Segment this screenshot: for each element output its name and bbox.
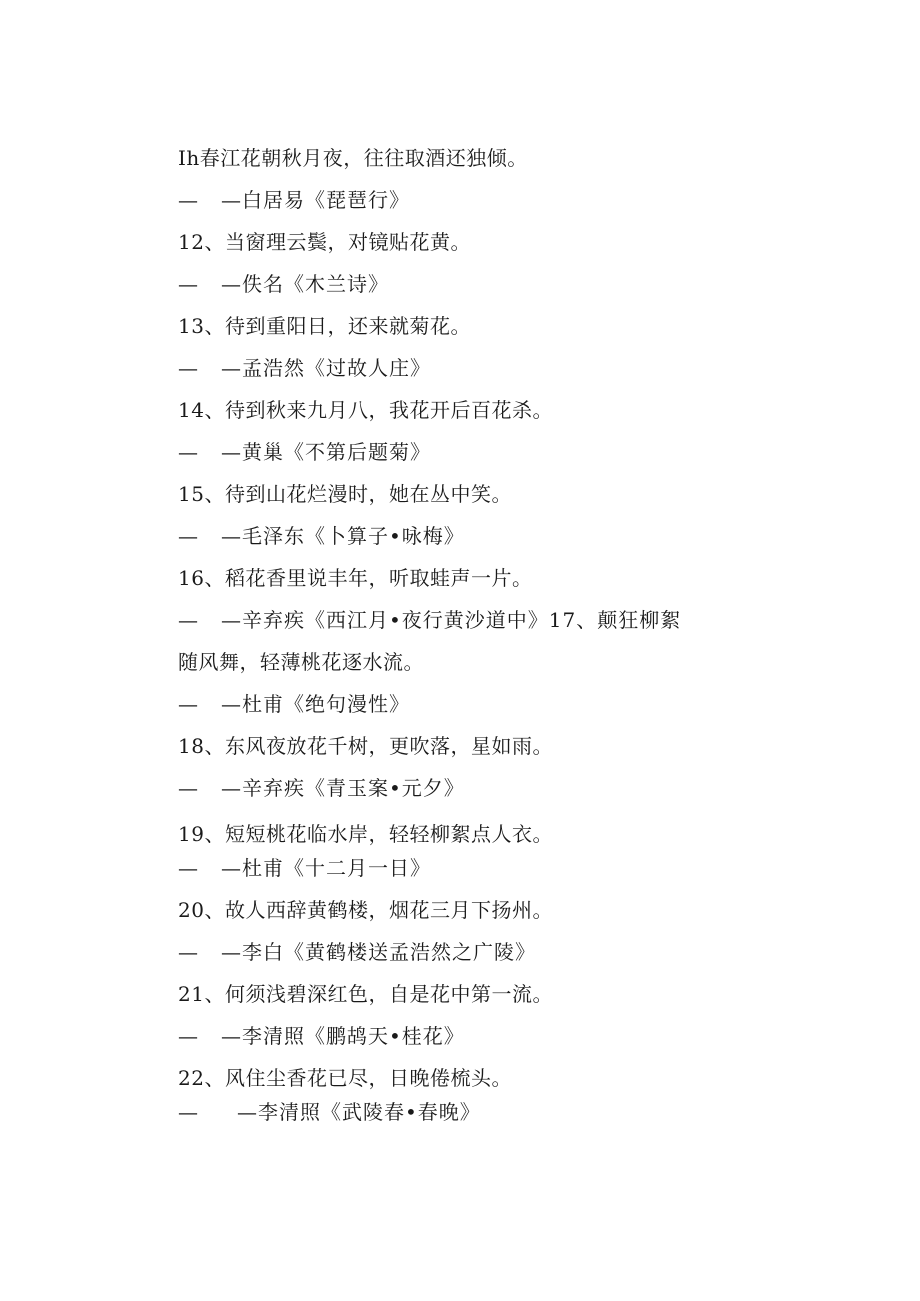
attribution-line xyxy=(178,776,465,800)
attribution-line xyxy=(178,856,431,880)
attribution-line xyxy=(178,272,389,296)
dash: — xyxy=(178,440,199,464)
verse-line: 12、当窗理云鬓，对镜贴花黄。 xyxy=(178,230,471,254)
dash: — xyxy=(178,940,199,964)
attribution-line xyxy=(178,1100,481,1124)
attribution-text: —李清照《鹏鸪天•桂花》 xyxy=(221,1024,465,1048)
attribution-text: —辛弃疾《青玉案•元夕》 xyxy=(221,776,465,800)
attribution-line xyxy=(178,524,465,548)
attribution-line xyxy=(178,1024,465,1048)
verse-line: 20、故人西辞黄鹤楼，烟花三月下扬州。 xyxy=(178,898,553,922)
attribution-line xyxy=(178,440,431,464)
verse-line: 15、待到山花烂漫时，她在丛中笑。 xyxy=(178,482,512,506)
attribution-text: —佚名《木兰诗》 xyxy=(221,272,389,296)
attribution-text: —李白《黄鹤楼送孟浩然之广陵》 xyxy=(221,940,536,964)
attribution-text: —毛泽东《卜算子•咏梅》 xyxy=(221,524,465,548)
dash: — xyxy=(178,272,199,296)
attribution-text: —辛弃疾《西江月•夜行黄沙道中》17、颠狂柳絮 xyxy=(221,608,682,632)
attribution-text: —杜甫《十二月一日》 xyxy=(221,856,431,880)
dash: — xyxy=(178,356,199,380)
attribution-text: —黄巢《不第后题菊》 xyxy=(221,440,431,464)
verse-line: Ih春江花朝秋月夜，往往取酒还独倾。 xyxy=(178,146,528,170)
dash: — xyxy=(178,524,199,548)
verse-line: 16、稻花香里说丰年，听取蛙声一片。 xyxy=(178,566,533,590)
dash: — xyxy=(178,188,199,212)
dash: — xyxy=(178,1100,199,1124)
verse-line: 随风舞，轻薄桃花逐水流。 xyxy=(178,650,424,674)
dash: — xyxy=(178,856,199,880)
attribution-line xyxy=(178,188,410,212)
verse-line: 18、东风夜放花千树，更吹落，星如雨。 xyxy=(178,734,553,758)
dash: — xyxy=(178,1024,199,1048)
dash: — xyxy=(178,776,199,800)
attribution-text: —李清照《武陵春•春晚》 xyxy=(237,1100,481,1124)
attribution-text: —白居易《琵琶行》 xyxy=(221,188,410,212)
verse-line: 19、短短桃花临水岸，轻轻柳絮点人衣。 xyxy=(178,822,553,846)
attribution-line xyxy=(178,608,681,632)
verse-line: 14、待到秋来九月八，我花开后百花杀。 xyxy=(178,398,553,422)
attribution-text: —孟浩然《过故人庄》 xyxy=(221,356,431,380)
attribution-line xyxy=(178,356,431,380)
dash: — xyxy=(178,608,199,632)
verse-line: 21、何须浅碧深红色，自是花中第一流。 xyxy=(178,982,553,1006)
attribution-line xyxy=(178,692,410,716)
verse-line: 13、待到重阳日，还来就菊花。 xyxy=(178,314,471,338)
verse-line: 22、风住尘香花已尽，日晚倦梳头。 xyxy=(178,1066,512,1090)
attribution-line xyxy=(178,940,536,964)
dash: — xyxy=(178,692,199,716)
attribution-text: —杜甫《绝句漫性》 xyxy=(221,692,410,716)
